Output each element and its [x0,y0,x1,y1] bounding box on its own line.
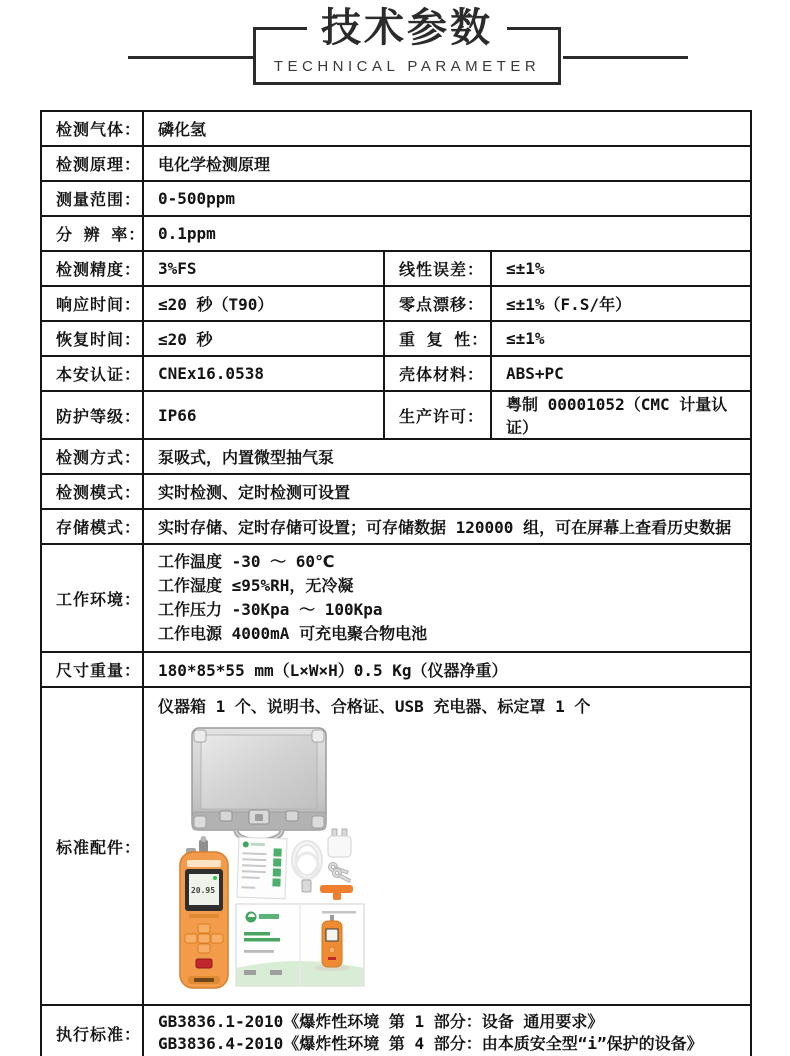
param-value: ≤±1% [491,251,751,286]
table-row-standards [41,1005,751,1056]
param-label: 检测原理： [41,146,143,181]
table-row [41,321,751,356]
param-label: 检测气体： [41,111,143,146]
standard-line: GB3836.1-2010《爆炸性环境 第 1 部分：设备 通用要求》 [158,1012,604,1031]
param-label: 工作环境： [41,544,143,652]
spec-table [40,110,752,1056]
detector-screen-reading: 20.95 [190,886,216,895]
table-row [41,111,751,146]
param-value: CNEx16.0538 [143,356,384,391]
table-row [41,286,751,321]
param-value: ABS+PC [491,356,751,391]
table-row [41,251,751,286]
param-label: 测量范围： [41,181,143,216]
table-row [41,391,751,439]
param-value: 实时存储、定时存储可设置；可存储数据 120000 组，可在屏幕上查看历史数据 [143,509,751,544]
header-rule-right [563,56,688,59]
table-row [41,474,751,509]
table-row [41,181,751,216]
user-manual-image [236,904,364,986]
env-line: 工作压力 -30Kpa ～ 100Kpa [158,600,383,619]
env-line: 工作湿度 ≤95%RH，无冷凝 [158,576,354,595]
header-frame [253,6,561,85]
env-line: 工作温度 -30 ～ 60℃ [158,552,335,571]
param-label: 分 辨 率： [41,216,143,251]
table-row-work-environment [41,544,751,652]
param-value: IP66 [143,391,384,439]
accessories-list: 仪器箱 1 个、说明书、合格证、USB 充电器、标定罩 1 个 [158,697,591,716]
param-label: 线性误差： [384,251,491,286]
param-value: 实时检测、定时检测可设置 [143,474,751,509]
page-title: 技术参数 [307,4,507,52]
param-value: ≤±1%（F.S/年） [491,286,751,321]
param-label: 零点漂移： [384,286,491,321]
param-label: 检测精度： [41,251,143,286]
param-value: 3%FS [143,251,384,286]
param-label: 恢复时间： [41,321,143,356]
param-value: 电化学检测原理 [143,146,751,181]
page-subtitle: TECHNICAL PARAMETER [273,58,541,75]
param-value: ≤±1% [491,321,751,356]
param-label: 本安认证： [41,356,143,391]
param-value: 0-500ppm [143,181,751,216]
standard-line: GB3836.4-2010《爆炸性环境 第 4 部分：由本质安全型“i”保护的设备》 [158,1034,703,1053]
param-value: 0.1ppm [143,216,751,251]
table-row [41,146,751,181]
accessories-cell [143,687,751,1005]
param-value-multiline [143,544,751,652]
param-label: 防护等级： [41,391,143,439]
param-label: 检测方式： [41,439,143,474]
param-value: 180*85*55 mm（L×W×H）0.5 Kg（仪器净重） [143,652,751,687]
keys-image [329,863,351,883]
table-row [41,439,751,474]
param-label: 执行标准： [41,1005,143,1056]
param-value: 粤制 00001052（CMC 计量认证） [491,391,751,439]
param-label: 壳体材料： [384,356,491,391]
carry-case-image [192,728,326,841]
table-row-accessories [41,687,751,1005]
calibration-cap-image [320,885,353,900]
param-value: ≤20 秒（T90） [143,286,384,321]
table-row [41,216,751,251]
param-label: 生产许可： [384,391,491,439]
param-value: 磷化氢 [143,111,751,146]
param-value: ≤20 秒 [143,321,384,356]
param-label: 存储模式： [41,509,143,544]
usb-cable-image [294,843,320,892]
page-header [0,0,790,110]
header-rule-left [128,56,253,59]
param-value-multiline [143,1005,751,1056]
param-label: 重 复 性： [384,321,491,356]
table-row [41,509,751,544]
param-value: 泵吸式，内置微型抽气泵 [143,439,751,474]
power-adapter-image [328,829,351,857]
gas-detector-image [180,836,228,988]
table-row [41,652,751,687]
param-label: 尺寸重量： [41,652,143,687]
param-label: 标准配件： [41,687,143,1005]
table-row [41,356,751,391]
param-label: 响应时间： [41,286,143,321]
env-line: 工作电源 4000mA 可充电聚合物电池 [158,624,428,643]
accessories-photo [174,726,390,998]
certificate-image [237,837,287,899]
param-label: 检测模式： [41,474,143,509]
